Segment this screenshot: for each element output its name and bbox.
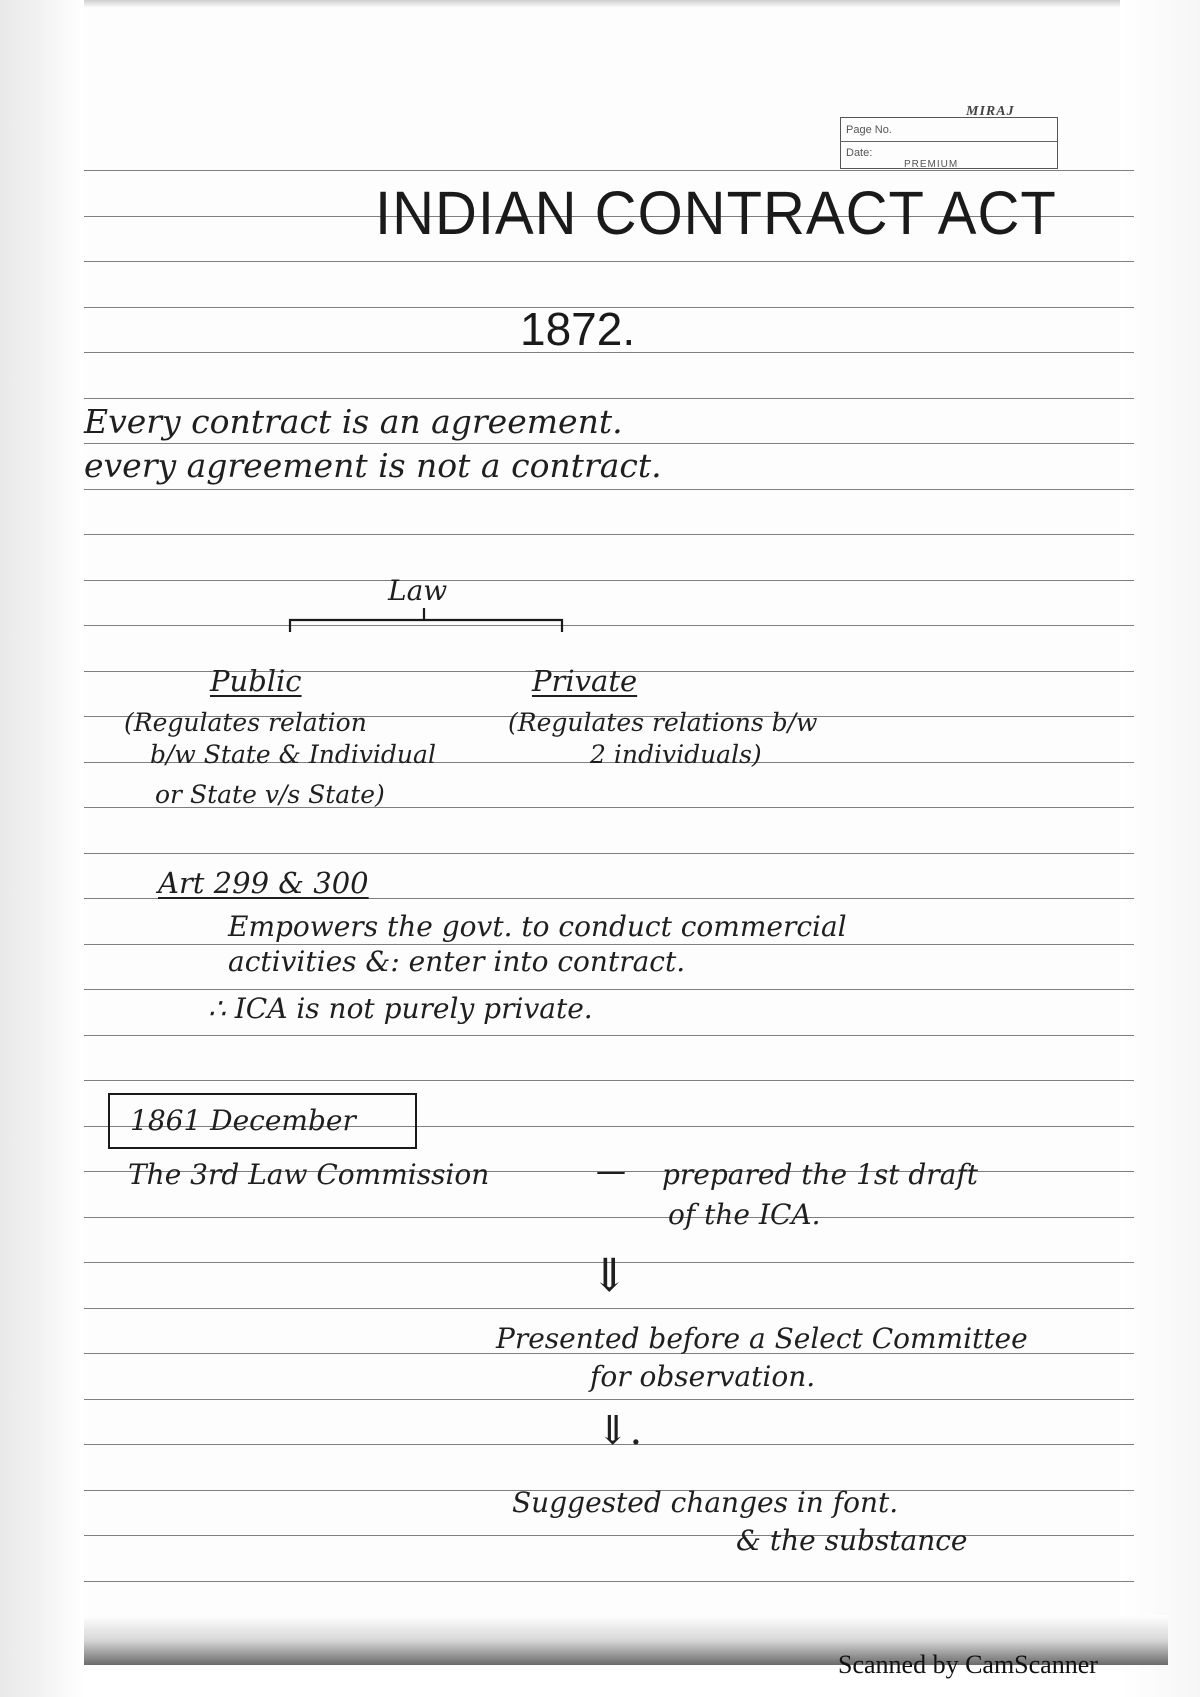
private-label: Private bbox=[532, 664, 638, 698]
private-desc-line-1: (Regulates relations b/w bbox=[508, 708, 818, 737]
page-title: INDIAN CONTRACT ACT bbox=[375, 179, 1057, 248]
flow-arrow-2: ⇓. bbox=[596, 1408, 643, 1454]
statement-line-2: every agreement is not a contract. bbox=[84, 446, 662, 485]
suggested-line-1: Suggested changes in font. bbox=[512, 1486, 899, 1519]
article-conclusion: ∴ ICA is not purely private. bbox=[208, 992, 593, 1025]
private-desc-line-2: 2 individuals) bbox=[590, 740, 762, 769]
public-desc-line-2: b/w State & Individual bbox=[150, 740, 436, 769]
public-desc-line-1: (Regulates relation bbox=[124, 708, 367, 737]
public-label: Public bbox=[210, 664, 302, 698]
article-line-1: Empowers the govt. to conduct commercial bbox=[228, 910, 847, 943]
presented-line-2: for observation. bbox=[590, 1360, 816, 1393]
article-line-2: activities &: enter into contract. bbox=[228, 945, 686, 978]
draft-line-1: prepared the 1st draft bbox=[662, 1158, 978, 1191]
article-heading: Art 299 & 300 bbox=[158, 866, 369, 900]
date-box-text: 1861 December bbox=[130, 1104, 356, 1137]
suggested-line-2: & the substance bbox=[736, 1524, 968, 1557]
scanner-watermark: Scanned by CamScanner bbox=[838, 1650, 1098, 1679]
flow-arrow-1: ⇓ bbox=[590, 1248, 629, 1302]
law-tree-root: Law bbox=[388, 574, 448, 607]
title-year: 1872. bbox=[520, 303, 636, 355]
draft-line-2: of the ICA. bbox=[668, 1198, 821, 1231]
presented-line-1: Presented before a Select Committee bbox=[496, 1322, 1028, 1355]
public-desc-line-3: or State v/s State) bbox=[155, 780, 385, 809]
commission-line: The 3rd Law Commission bbox=[128, 1158, 490, 1191]
date-label: Date: bbox=[846, 147, 873, 159]
page-no-label: Page No. bbox=[846, 124, 892, 136]
statement-line-1: Every contract is an agreement. bbox=[84, 402, 623, 441]
brand-logo: MIRAJ bbox=[966, 104, 1015, 119]
commission-dash: — bbox=[596, 1154, 626, 1189]
brand-tagline: PREMIUM bbox=[904, 159, 959, 170]
